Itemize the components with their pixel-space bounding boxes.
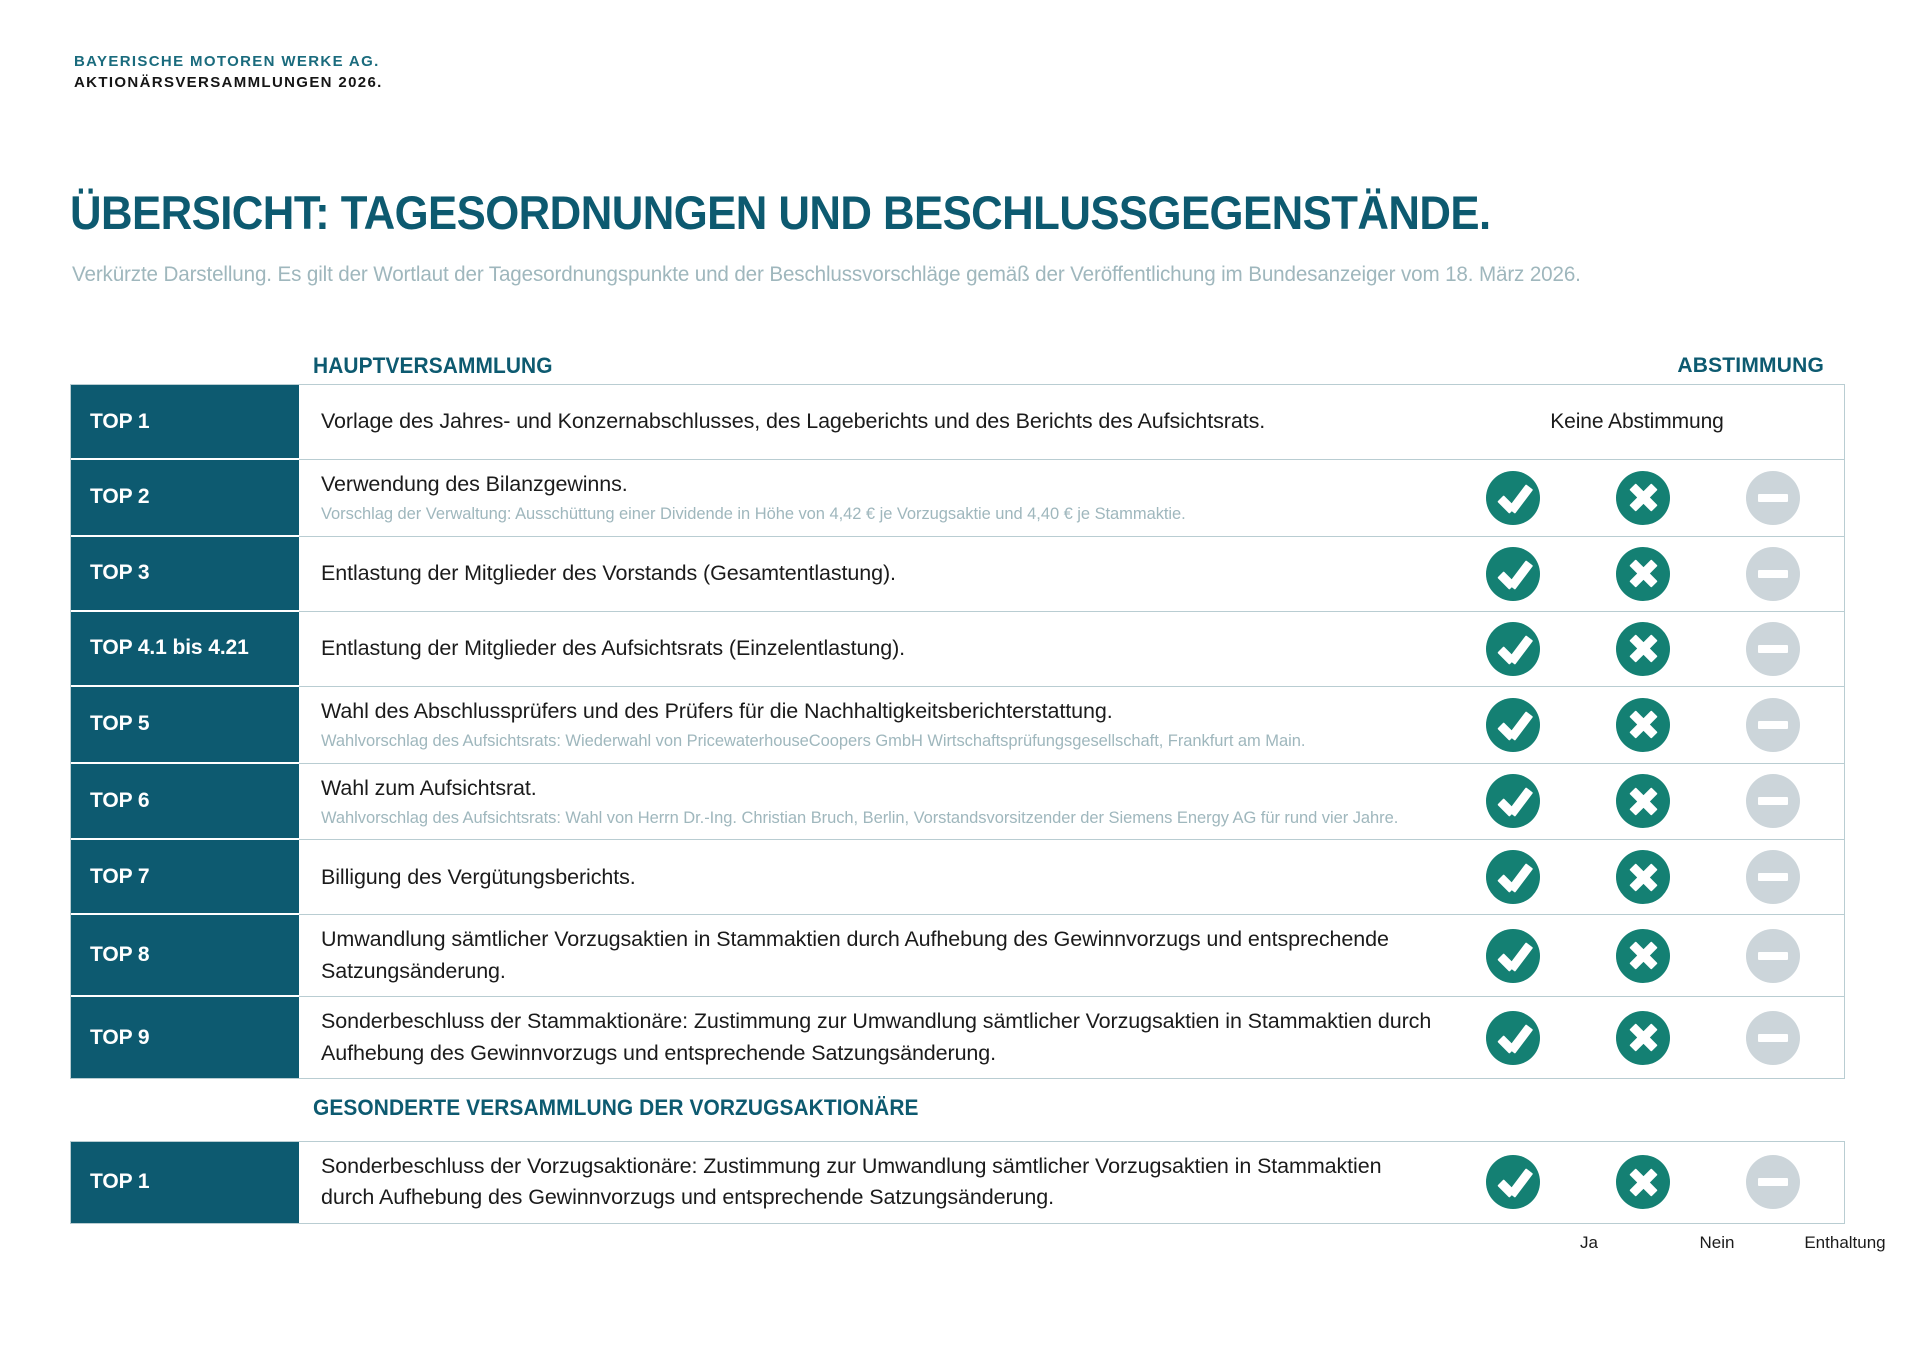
agenda-item-content bbox=[299, 764, 1448, 840]
vote-yes-button-slot bbox=[1448, 774, 1578, 828]
vote-no-button-slot bbox=[1578, 774, 1708, 828]
vote-abstain-button[interactable] bbox=[1746, 471, 1800, 525]
dash-icon bbox=[1746, 774, 1800, 828]
agenda-item-number: TOP 9 bbox=[71, 997, 299, 1078]
agenda-item-text: Verwendung des Bilanzgewinns. bbox=[321, 472, 628, 496]
column-header-abstimmung: ABSTIMMUNG bbox=[1677, 354, 1824, 377]
vote-options bbox=[1448, 460, 1844, 536]
cross-icon bbox=[1616, 1011, 1670, 1065]
vote-no-button-slot bbox=[1578, 929, 1708, 983]
vote-no-button-slot bbox=[1578, 698, 1708, 752]
check-icon bbox=[1486, 622, 1540, 676]
agenda-item-text: Sonderbeschluss der Stammaktionäre: Zustimmung zur Umwandlung sämtlicher Vorzugsaktien in Stammaktien durch Aufhebung des Gewinnvorzugs und entsprechende Satzungsänderung. bbox=[321, 1009, 1432, 1065]
vote-options bbox=[1448, 537, 1844, 611]
table-row bbox=[71, 840, 1844, 915]
agenda-item-subtext: Wahlvorschlag des Aufsichtsrats: Wahl von Herrn Dr.-Ing. Christian Bruch, Berlin, Vorstandsvorsitzender der Siemens Energy AG für rund vier Jahre. bbox=[321, 808, 1399, 827]
agenda-item-text: Umwandlung sämtlicher Vorzugsaktien in Stammaktien durch Aufhebung des Gewinnvorzugs und entsprechende Satzungsänderung. bbox=[321, 927, 1389, 983]
cross-icon bbox=[1616, 622, 1670, 676]
table-row bbox=[71, 612, 1844, 687]
column-header-hauptversammlung: HAUPTVERSAMMLUNG bbox=[313, 353, 553, 378]
vote-no-button[interactable] bbox=[1616, 547, 1670, 601]
agenda-item-text: Billigung des Vergütungsberichts. bbox=[321, 864, 636, 889]
no-vote-label: Keine Abstimmung bbox=[1550, 410, 1724, 433]
table-row bbox=[71, 537, 1844, 612]
section-header-vorzugsaktionaere: GESONDERTE VERSAMMLUNG DER VORZUGSAKTIONÄRE bbox=[313, 1095, 919, 1120]
cross-icon bbox=[1616, 547, 1670, 601]
agenda-item-number: TOP 2 bbox=[71, 460, 299, 537]
check-icon bbox=[1486, 929, 1540, 983]
vote-no-button[interactable] bbox=[1616, 622, 1670, 676]
agenda-item-content bbox=[299, 997, 1448, 1078]
vote-no-button-slot bbox=[1578, 850, 1708, 904]
vote-no-button-slot bbox=[1578, 1155, 1708, 1209]
dash-icon bbox=[1746, 1011, 1800, 1065]
vote-yes-button[interactable] bbox=[1486, 774, 1540, 828]
cross-icon bbox=[1616, 774, 1670, 828]
agenda-item-number: TOP 3 bbox=[71, 537, 299, 612]
vote-yes-button[interactable] bbox=[1486, 1155, 1540, 1209]
brand-company-name: BAYERISCHE MOTOREN WERKE AG. bbox=[74, 53, 380, 70]
legend-label-abstain: Enthaltung bbox=[1804, 1233, 1886, 1252]
cross-icon bbox=[1616, 698, 1670, 752]
cross-icon bbox=[1616, 850, 1670, 904]
legend-label-yes: Ja bbox=[1580, 1233, 1598, 1252]
vote-yes-button-slot bbox=[1448, 1011, 1578, 1065]
dash-icon bbox=[1746, 698, 1800, 752]
vote-abstain-button-slot bbox=[1708, 622, 1838, 676]
vote-no-button[interactable] bbox=[1616, 471, 1670, 525]
vote-no-button[interactable] bbox=[1616, 698, 1670, 752]
vote-no-button-slot bbox=[1578, 1011, 1708, 1065]
vote-no-button[interactable] bbox=[1616, 929, 1670, 983]
cross-icon bbox=[1616, 1155, 1670, 1209]
table-row bbox=[71, 687, 1844, 764]
dash-icon bbox=[1746, 850, 1800, 904]
vote-no-button-slot bbox=[1578, 622, 1708, 676]
check-icon bbox=[1486, 698, 1540, 752]
vote-options bbox=[1448, 612, 1844, 686]
agenda-table-main bbox=[70, 384, 1845, 1079]
vote-yes-button[interactable] bbox=[1486, 622, 1540, 676]
agenda-item-text: Wahl des Abschlussprüfers und des Prüfers für die Nachhaltigkeitsberichterstattung. bbox=[321, 698, 1113, 723]
cross-icon bbox=[1616, 471, 1670, 525]
agenda-item-number: TOP 8 bbox=[71, 915, 299, 997]
vote-yes-button[interactable] bbox=[1486, 929, 1540, 983]
cross-icon bbox=[1616, 929, 1670, 983]
vote-abstain-button[interactable] bbox=[1746, 1155, 1800, 1209]
dash-icon bbox=[1746, 471, 1800, 525]
agenda-item-text: Vorlage des Jahres- und Konzernabschlusses, des Lageberichts und des Berichts des Aufsichtsrats. bbox=[321, 409, 1266, 434]
vote-abstain-button-slot bbox=[1708, 1155, 1838, 1209]
agenda-item-number: TOP 1 bbox=[71, 1142, 299, 1223]
vote-abstain-button[interactable] bbox=[1746, 547, 1800, 601]
vote-options bbox=[1448, 997, 1844, 1078]
table-row bbox=[71, 997, 1844, 1078]
dash-icon bbox=[1746, 929, 1800, 983]
vote-yes-button[interactable] bbox=[1486, 698, 1540, 752]
vote-options bbox=[1448, 915, 1844, 996]
dash-icon bbox=[1746, 622, 1800, 676]
vote-no-button[interactable] bbox=[1616, 774, 1670, 828]
vote-yes-button[interactable] bbox=[1486, 471, 1540, 525]
vote-yes-button-slot bbox=[1448, 547, 1578, 601]
vote-abstain-button-slot bbox=[1708, 929, 1838, 983]
check-icon bbox=[1486, 1155, 1540, 1209]
agenda-item-number: TOP 5 bbox=[71, 687, 299, 764]
check-icon bbox=[1486, 1011, 1540, 1065]
vote-yes-button[interactable] bbox=[1486, 850, 1540, 904]
vote-yes-button-slot bbox=[1448, 929, 1578, 983]
vote-yes-button[interactable] bbox=[1486, 547, 1540, 601]
agenda-item-content bbox=[299, 612, 1448, 686]
legend-label-no: Nein bbox=[1699, 1233, 1735, 1252]
vote-options bbox=[1448, 764, 1844, 840]
check-icon bbox=[1486, 774, 1540, 828]
vote-no-button[interactable] bbox=[1616, 850, 1670, 904]
table-row bbox=[71, 385, 1844, 460]
table-row bbox=[71, 764, 1844, 841]
table-row bbox=[71, 915, 1844, 997]
agenda-item-number: TOP 7 bbox=[71, 840, 299, 915]
agenda-item-subtext: Wahlvorschlag des Aufsichtsrats: Wiederwahl von PricewaterhouseCoopers GmbH Wirtschaftsprüfungsgesellschaft, Frankfurt am Main. bbox=[321, 732, 1306, 751]
agenda-item-content bbox=[299, 687, 1448, 763]
vote-yes-button[interactable] bbox=[1486, 1011, 1540, 1065]
vote-abstain-button[interactable] bbox=[1746, 622, 1800, 676]
brand-event-name: AKTIONÄRSVERSAMMLUNGEN 2026. bbox=[74, 73, 383, 91]
vote-abstain-button[interactable] bbox=[1746, 698, 1800, 752]
brand-header bbox=[74, 52, 383, 93]
vote-options bbox=[1448, 1142, 1844, 1223]
agenda-item-content bbox=[299, 537, 1448, 611]
vote-abstain-button[interactable] bbox=[1746, 1011, 1800, 1065]
page-subtitle: Verkürzte Darstellung. Es gilt der Wortlaut der Tagesordnungspunkte und der Beschlussvorschläge gemäß der Veröffentlichung im Bundesanzeiger vom 18. März 2026. bbox=[72, 262, 1581, 286]
vote-abstain-button[interactable] bbox=[1746, 774, 1800, 828]
vote-abstain-button[interactable] bbox=[1746, 850, 1800, 904]
agenda-item-text: Entlastung der Mitglieder des Aufsichtsrats (Einzelentlastung). bbox=[321, 636, 906, 661]
agenda-item-subtext: Vorschlag der Verwaltung: Ausschüttung einer Dividende in Höhe von 4,42 € je Vorzugsaktie und 4,40 € je Stammaktie. bbox=[321, 505, 1186, 524]
table-row bbox=[71, 460, 1844, 537]
vote-no-button[interactable] bbox=[1616, 1155, 1670, 1209]
agenda-table-secondary bbox=[70, 1141, 1845, 1224]
vote-abstain-button-slot bbox=[1708, 774, 1838, 828]
agenda-item-number: TOP 4.1 bis 4.21 bbox=[71, 612, 299, 687]
agenda-item-text: Sonderbeschluss der Vorzugsaktionäre: Zustimmung zur Umwandlung sämtlicher Vorzugsaktien in Stammaktien durch Aufhebung des Gewinnvorzugs und entsprechende Satzungsänderung. bbox=[321, 1154, 1382, 1210]
agenda-item-number: TOP 1 bbox=[71, 385, 299, 460]
vote-yes-button-slot bbox=[1448, 698, 1578, 752]
vote-yes-button-slot bbox=[1448, 1155, 1578, 1209]
vote-yes-button-slot bbox=[1448, 622, 1578, 676]
vote-abstain-button-slot bbox=[1708, 698, 1838, 752]
vote-abstain-button-slot bbox=[1708, 850, 1838, 904]
agenda-item-content bbox=[299, 385, 1454, 459]
table-row bbox=[71, 1142, 1844, 1223]
agenda-item-text: Wahl zum Aufsichtsrat. bbox=[321, 775, 537, 800]
vote-abstain-button-slot bbox=[1708, 471, 1838, 525]
agenda-item-content bbox=[299, 840, 1448, 914]
page-title: ÜBERSICHT: TAGESORDNUNGEN UND BESCHLUSSGEGENSTÄNDE. bbox=[70, 186, 1491, 239]
vote-abstain-button-slot bbox=[1708, 1011, 1838, 1065]
vote-no-button-slot bbox=[1578, 471, 1708, 525]
vote-abstain-button-slot bbox=[1708, 547, 1838, 601]
check-icon bbox=[1486, 850, 1540, 904]
vote-abstain-button[interactable] bbox=[1746, 929, 1800, 983]
vote-no-button-slot bbox=[1578, 547, 1708, 601]
vote-legend bbox=[1525, 1233, 1915, 1253]
vote-yes-button-slot bbox=[1448, 850, 1578, 904]
check-icon bbox=[1486, 547, 1540, 601]
vote-options bbox=[1448, 687, 1844, 763]
check-icon bbox=[1486, 471, 1540, 525]
dash-icon bbox=[1746, 547, 1800, 601]
agenda-item-number: TOP 6 bbox=[71, 764, 299, 841]
agenda-item-content bbox=[299, 915, 1448, 996]
agenda-item-content bbox=[299, 1142, 1448, 1223]
agenda-item-text: Entlastung der Mitglieder des Vorstands (Gesamtentlastung). bbox=[321, 561, 896, 586]
vote-yes-button-slot bbox=[1448, 471, 1578, 525]
vote-no-button[interactable] bbox=[1616, 1011, 1670, 1065]
vote-options bbox=[1448, 840, 1844, 914]
agenda-item-content bbox=[299, 460, 1448, 536]
dash-icon bbox=[1746, 1155, 1800, 1209]
